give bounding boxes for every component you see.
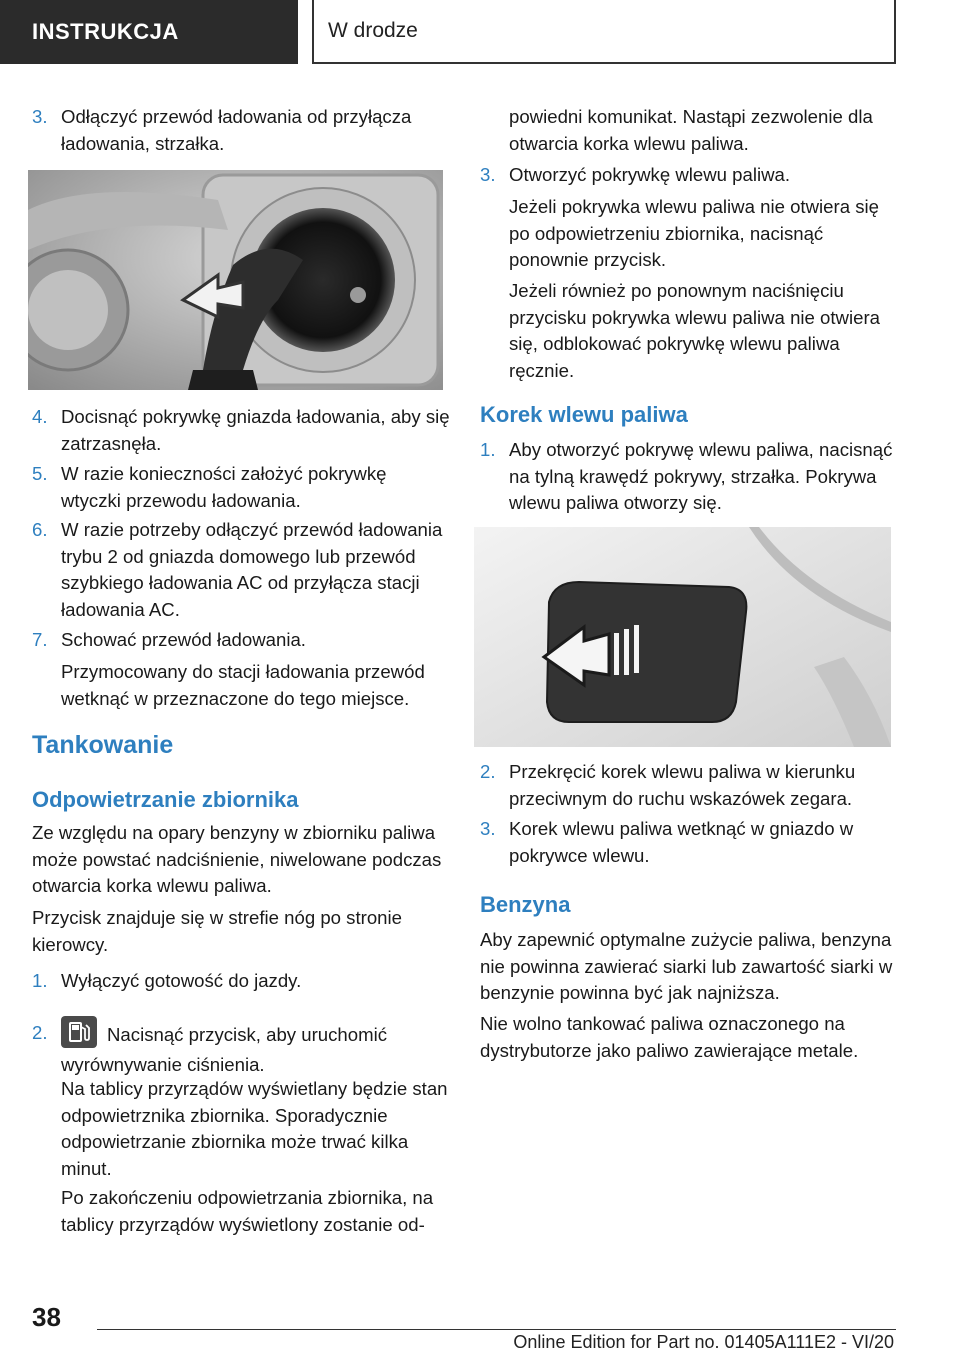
section-tab [0,0,298,64]
paragraph-text: Aby zapewnić optymalne zużycie paliwa, benzyna nie powinna zawierać siarki lub zawartość siarki w benzynie powinna być jak najniższa. [480,929,893,1003]
continued-note [509,104,896,157]
step-text: Przekręcić korek wlewu paliwa w kierunku przeciwnym do ruchu wskazówek zegara. [509,761,856,809]
vent-paragraph-1 [32,820,450,900]
step-number: 3. [480,818,496,839]
section-title: INSTRUKCJA [32,19,179,44]
heading-benzyna: Benzyna [480,892,571,917]
vent-step-2 [32,1020,450,1079]
charging-port-photo [28,170,443,390]
step-3 [32,104,450,157]
step-text: W razie potrzeby odłączyć przewód ładowania trybu 2 od gniazda domowego lub przewód szybkiego ładowania AC od przyłącza stacji ładowania AC. [61,519,443,620]
vent-step-3 [480,162,896,189]
vent-step-3-note-1 [509,194,896,274]
page-number: 38 [32,1302,61,1332]
step-text: Aby otworzyć pokrywę wlewu paliwa, nacisnąć na tylną krawędź pokrywy, strzałka. Pokrywa wlewu paliwa otworzy się. [509,439,893,513]
chapter-title: W drodze [328,19,418,42]
step-number: 5. [32,463,48,484]
vent-paragraph-2 [32,905,450,958]
step-number: 1. [480,439,496,460]
step-text: Korek wlewu paliwa wetknąć w gniazdo w pokrywce wlewu. [509,818,854,866]
vent-step-3-note-2 [509,278,896,384]
cap-step-2 [480,759,896,812]
step-number: 2. [480,761,496,782]
heading-tankowanie: Tankowanie [32,731,174,759]
chapter-tab [312,0,896,64]
step-text: Schować przewód ładowania. [61,629,306,650]
step-6 [32,517,450,623]
step-4 [32,404,450,457]
edition-info: Online Edition for Part no. 01405A111E2 - VI/20 [513,1332,894,1352]
step-number: 4. [32,406,48,427]
paragraph-text: Ze względu na opary benzyny w zbiorniku paliwa może powstać nadciśnienie, niwelowane podczas otwarcia korka wlewu paliwa. [32,822,442,896]
petrol-paragraph-1 [480,927,896,1007]
note-text: Jeżeli również po ponownym naciśnięciu przycisku pokrywka wlewu paliwa nie otwiera się, odblokować pokrywkę wlewu paliwa ręcznie. [509,280,880,381]
note-text: Jeżeli pokrywka wlewu paliwa nie otwiera się po odpowietrzeniu zbiornika, nacisnąć ponownie przycisk. [509,196,879,270]
step-text: Wyłączyć gotowość do jazdy. [61,970,302,991]
step-7 [32,627,450,654]
petrol-paragraph-2 [480,1011,896,1064]
paragraph-text: Nie wolno tankować paliwa oznaczonego na dystrybutorze jako paliwo zawierające metale. [480,1013,859,1061]
step-number: 3. [32,106,48,127]
step-text-content: Nacisnąć przycisk, aby uruchomić wyrównywanie ciśnienia. [61,1023,388,1075]
step-number: 6. [32,519,48,540]
step-text: W razie konieczności założyć pokrywkę wtyczki przewodu ładowania. [61,463,387,511]
step-number: 7. [32,629,48,650]
step-number: 1. [32,970,48,991]
step-number: 3. [480,164,496,185]
vent-step-2-note-1 [61,1076,450,1182]
step-number: 2. [32,1022,48,1043]
heading-korek: Korek wlewu paliwa [480,402,688,427]
vent-step-1 [32,968,450,995]
fuel-flap-photo [474,527,891,747]
vent-step-2-note-2 [61,1185,450,1238]
step-5 [32,461,450,514]
cap-step-3 [480,816,896,869]
note-text: powiedni komunikat. Nastąpi zezwolenie dla otwarcia korka wlewu paliwa. [509,106,873,154]
footer-divider [97,1329,896,1330]
note-text: Po zakończeniu odpowietrzania zbiornika, na tablicy przyrządów wyświetlony zostanie od- [61,1187,434,1235]
heading-odpowietrzanie: Odpowietrzanie zbiornika [32,787,299,812]
paragraph-text: Przycisk znajduje się w strefie nóg po stronie kierowcy. [32,907,402,955]
step-text: Docisnąć pokrywkę gniazda ładowania, aby się zatrzasnęła. [61,406,450,454]
step-7-note [61,659,450,712]
note-text: Przymocowany do stacji ładowania przewód wetknąć w przeznaczone do tego miejsce. [61,661,425,709]
step-text [61,1020,450,1079]
step-text: Otworzyć pokrywkę wlewu paliwa. [509,164,791,185]
fuel-pump-icon [61,1016,97,1048]
cap-step-1 [480,437,896,517]
note-text: Na tablicy przyrządów wyświetlany będzie stan odpowietrznika zbiornika. Sporadycznie odpowietrzanie zbiornika może trwać kilka minut. [61,1078,448,1179]
step-text: Odłączyć przewód ładowania od przyłącza ładowania, strzałka. [61,106,412,154]
